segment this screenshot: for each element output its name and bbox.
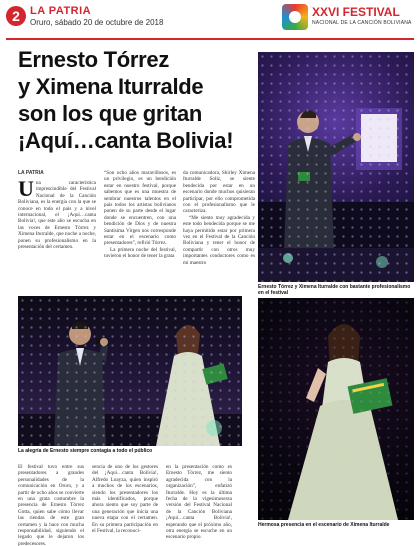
photo-caption: Ernesto Tórrez y Ximena Iturralde con bastante profesionalismo en el festival <box>258 284 411 296</box>
column-text: na característica imprescindible del Festival Nacional de la Canción Boliviana, es la energía con la que se conoce en todo el país y a nivel internacional, el ¡Aquí…canta Bolivia!, que este año se escucha en las voces de Ernesto Tórrez y Ximena Iturralde, que noche a noche, ponen su profesionalismo en la presentación del certamen. <box>18 180 96 251</box>
header-divider <box>6 38 414 40</box>
article-bottom-column-2: sencia de uno de los gestores del ¡Aquí…canta Bolivia!, Alfredo Loayza, quien inspiró a muchos de los escenarios, siendo los presentadores los más identificados, porque ahora siento que soy parte de una generación que inicia una nueva etapa con el certamen. En su primera participación en el Festival, la reconoci- <box>92 464 158 535</box>
issue-date: Oruro, sábado 20 de octubre de 2018 <box>30 18 164 27</box>
page-number-badge: 2 <box>6 6 26 26</box>
page-header <box>0 0 420 42</box>
article-column-1 <box>18 180 96 290</box>
photo-ximena-stage <box>258 298 414 520</box>
photo-presenters-stage <box>258 52 414 282</box>
headline-line: Ernesto Tórrez <box>18 47 170 72</box>
drop-cap: U <box>18 180 34 201</box>
paragraph: “Me siento muy agradecida y este todo bendecida porque se me haya permitido estar por primera vez en el Festival de la Canción Boliviana y tener el honor de compartir con otros muy importantes conductores como es mi maestro <box>183 214 255 266</box>
photo-caption: Hermosa presencia en el escenario de Ximena Iturralde <box>258 522 390 528</box>
article-column-2 <box>104 170 176 280</box>
paragraph: “Son ocho años maravillosos, es un privilegio, es un bendición estar en nuestro festival, porque sabemos que es una muestra de sembrar nuestros talentos en el país todos los artistas bolivianos ponen de su parte desde el lugar donde se encuentren, con una bendición de Dios y de nuestra Santísima Virgen nos corresponde estar en el escenario como presentadores”, refirió Tórrez. <box>104 170 176 247</box>
article-byline: LA PATRIA <box>18 170 44 176</box>
article-bottom-column-3: en la presentación como es Ernesto Tórrez, me siento agradecida con la organización”, enfatizó Iturralde. Hoy es la última fecha de la vigesimosexta versión del Festival Nacional de la Canción Boliviana ¡Aquí…canta Bolivia!, esperando que el próximo año, otra energía se escuche en un escenario propio. <box>166 464 232 541</box>
article-headline <box>18 46 256 154</box>
stage-lights <box>258 52 414 282</box>
article-bottom-column-4 <box>240 464 262 546</box>
stage-lights <box>258 298 414 520</box>
headline-line: y Ximena Iturralde <box>18 74 204 99</box>
article-column-3 <box>183 170 255 280</box>
festival-title: XXVI FESTIVAL <box>312 5 400 19</box>
paragraph: da comunicadora, Shirley Ximena Iturralde Solíz, se siente bendecida por estar en un escenario donde muchos quisieran participar, por ello comprometida con el profesionalismo que le caracteriza. <box>183 170 255 215</box>
festival-subtitle: NACIONAL DE LA CANCIÓN BOLIVIANA <box>312 20 412 26</box>
headline-line: son los que gritan <box>18 101 203 126</box>
headline-line: ¡Aquí…canta Bolivia! <box>18 128 234 153</box>
festival-logo-icon <box>282 4 308 30</box>
photo-caption: La alegría de Ernesto siempre contagia a todo el público <box>18 448 153 454</box>
photo-ernesto-stage <box>18 296 242 446</box>
article-bottom-column-1: El festival tuvo entre sus presentadores a grandes personalidades de la comunicación en Oruro, y a partir de ocho años se convierte en una grata costumbre la presencia de Ernesto Tórrez Gotta, quien sabe cómo llevar las riendas de este gran certamen y la hace con mucha responsabilidad, siguiendo el legado que le dejaron los predecesores. <box>18 464 84 546</box>
paragraph: La primera noche del festival, tuvieron el honor de tener la grata <box>104 246 176 260</box>
newspaper-name: LA PATRIA <box>30 5 92 17</box>
stage-lights <box>18 296 242 446</box>
